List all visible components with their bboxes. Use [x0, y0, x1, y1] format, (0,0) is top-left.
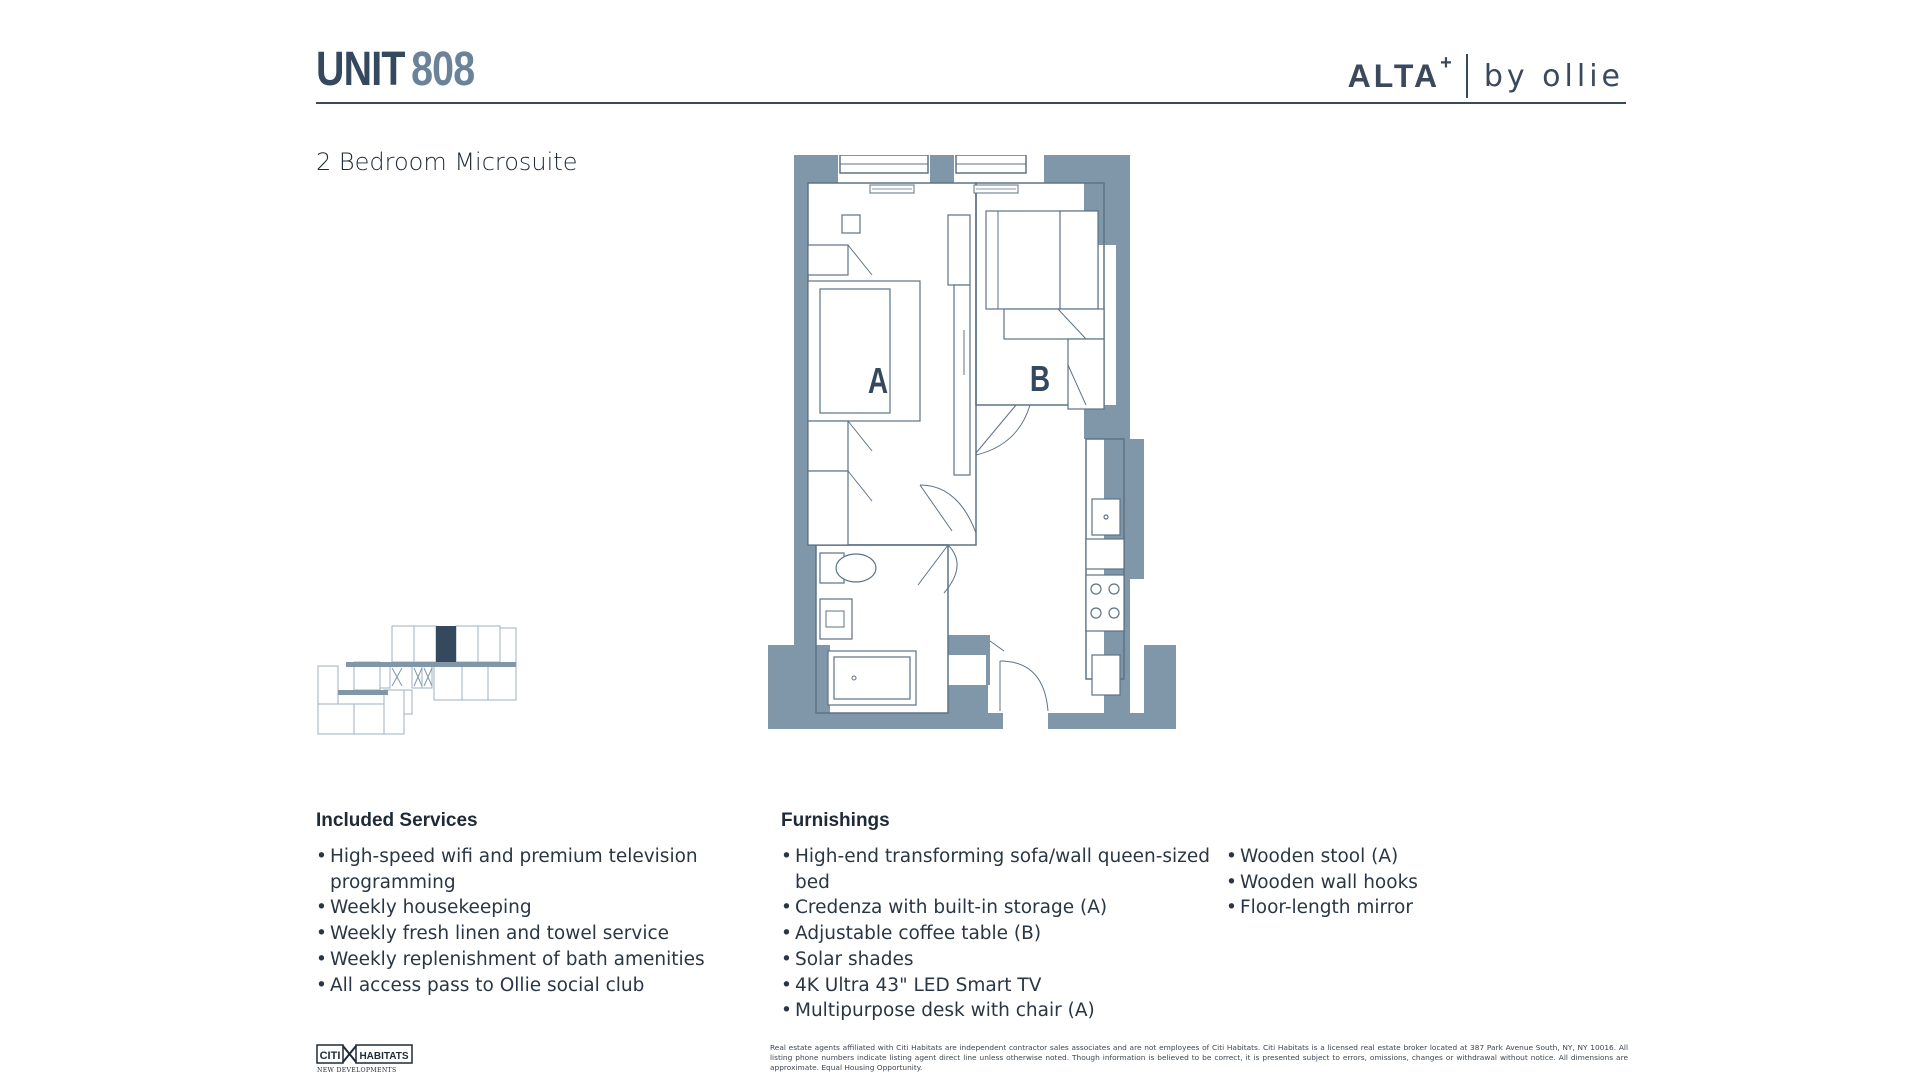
furnishings-heading: Furnishings: [781, 810, 890, 831]
list-item: • Weekly replenishment of bath amenities: [316, 947, 716, 973]
header-rule: [316, 102, 1626, 104]
list-item: • All access pass to Ollie social club: [316, 973, 716, 999]
list-item: • High-speed wifi and premium television programming: [316, 844, 716, 895]
furnishings-list: [781, 844, 1241, 1024]
key-plan: [316, 624, 518, 736]
furnishings-list-2: [1226, 844, 1486, 921]
room-a-label: A: [867, 360, 889, 401]
list-item: • Solar shades: [781, 947, 1241, 973]
brand-name: ALTA+: [1347, 51, 1452, 94]
key-plan-highlight: [436, 626, 456, 662]
list-item: • Wooden stool (A): [1226, 844, 1486, 870]
list-item: • Floor-length mirror: [1226, 895, 1486, 921]
list-item: • Credenza with built-in storage (A): [781, 895, 1241, 921]
services-heading: Included Services: [316, 810, 478, 831]
brand-divider: [1466, 54, 1468, 98]
brand-plus: +: [1440, 51, 1452, 74]
unit-prefix: UNIT: [316, 43, 405, 96]
list-item: • High-end transforming sofa/wall queen-sized bed: [781, 844, 1241, 895]
room-b-label: B: [1029, 358, 1051, 399]
unit-type: 2 Bedroom Microsuite: [316, 148, 578, 176]
brand-by: by ollie: [1483, 58, 1624, 94]
services-list: [316, 844, 716, 998]
unit-title: [316, 43, 475, 96]
logo-habitats: HABITATS: [359, 1051, 409, 1062]
floor-plan: [768, 155, 1176, 729]
list-item: • Adjustable coffee table (B): [781, 921, 1241, 947]
disclaimer: Real estate agents affiliated with Citi Habitats are independent contractor sales associates and are not employees of Citi Habitats. Citi Habitats is a licensed real estate broker located at 387 Park Avenue South, NY, NY 10016. All listing phone numbers indicate listing agent direct line unless otherwise noted. Though information is believed to be correct, it is presented subject to errors, omissions, changes or withdrawal without notice. All dimensions are approximate. Equal Housing Opportunity.: [770, 1043, 1628, 1072]
list-item: • Wooden wall hooks: [1226, 870, 1486, 896]
brand-logo: [1348, 52, 1624, 100]
list-item: • Multipurpose desk with chair (A): [781, 998, 1241, 1024]
list-item: • 4K Ultra 43" LED Smart TV: [781, 973, 1241, 999]
list-item: • Weekly fresh linen and towel service: [316, 921, 716, 947]
logo-citi: CITI: [319, 1050, 341, 1062]
logo-sub: NEW DEVELOPMENTS: [317, 1067, 397, 1074]
list-item: • Weekly housekeeping: [316, 895, 716, 921]
unit-number: 808: [411, 43, 475, 96]
citi-habitats-logo: [316, 1044, 414, 1074]
